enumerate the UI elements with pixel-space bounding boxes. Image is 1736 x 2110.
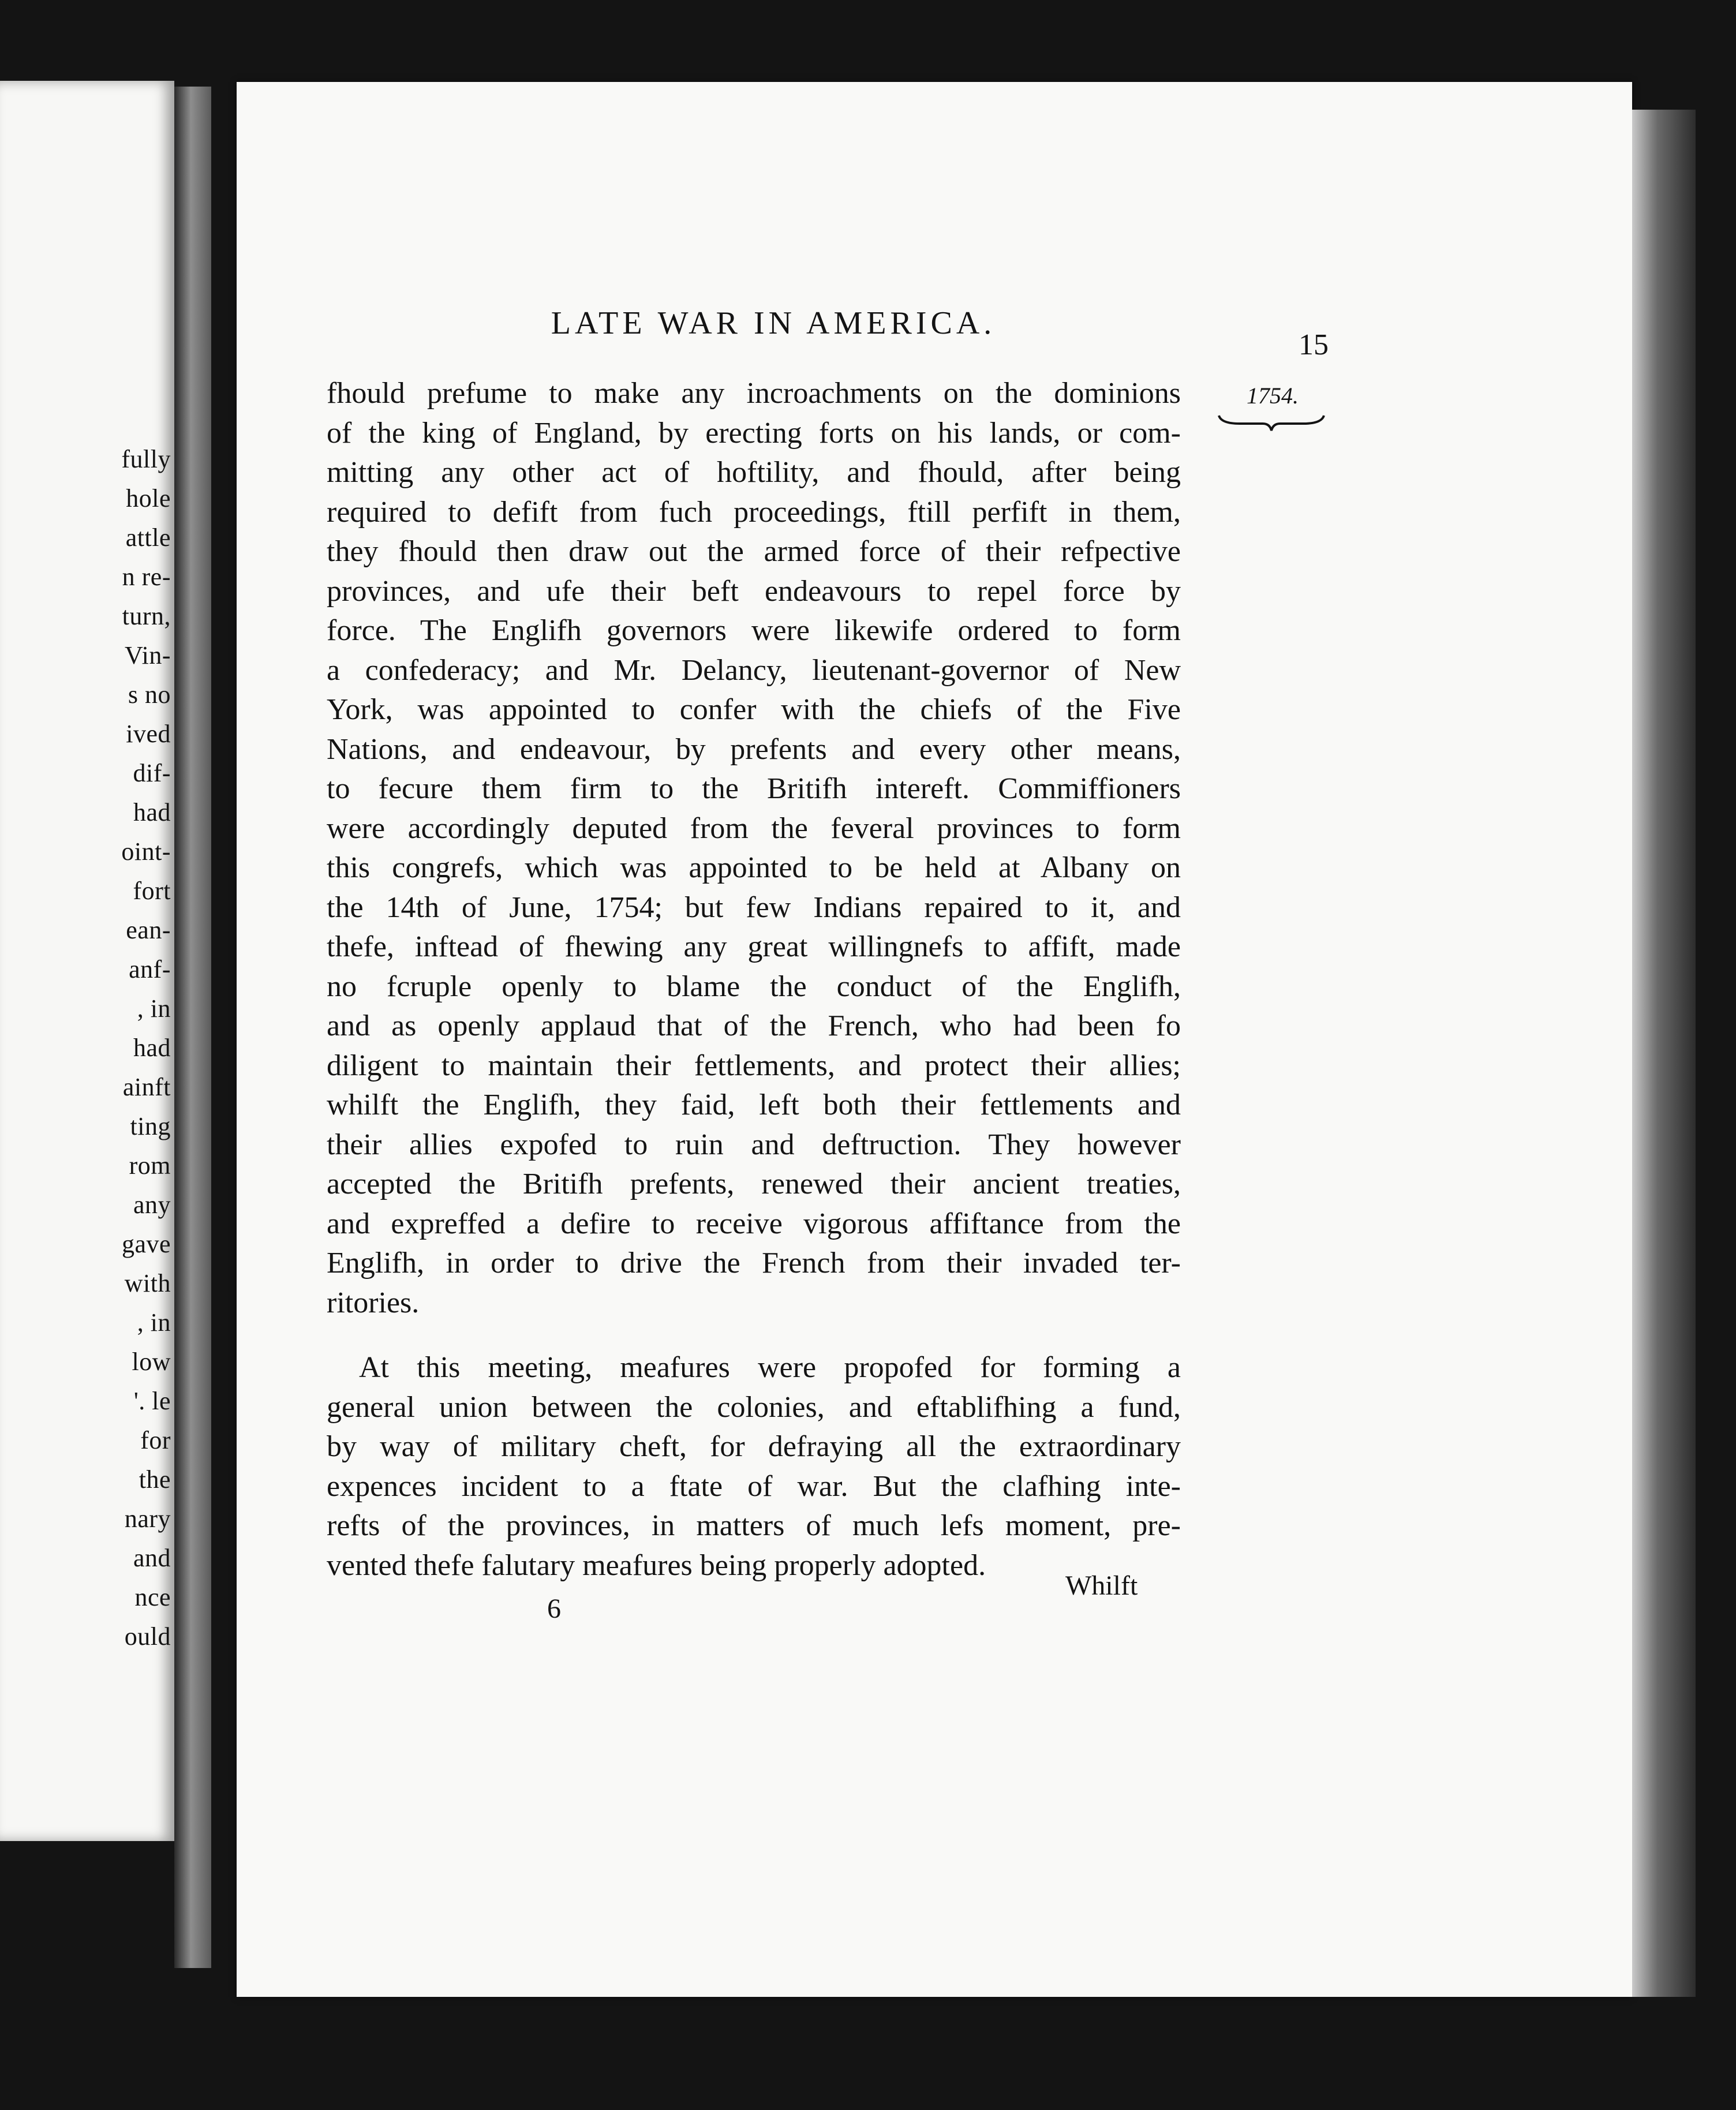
left-page-line: gave — [121, 1230, 171, 1258]
text-line: Nations, and endeavour, by prefents and every other means, — [327, 732, 1181, 766]
left-page-line: ting — [130, 1112, 171, 1140]
text-line: no fcruple openly to blame the conduct of the Englifh, — [327, 970, 1181, 1003]
left-page-line: Vin- — [124, 641, 171, 669]
left-page-line: with — [124, 1269, 171, 1297]
text-line: and expreffed a defire to receive vigorous affiftance from the — [327, 1207, 1181, 1240]
text-line: a confederacy; and Mr. Delancy, lieutenant-governor of New — [327, 653, 1181, 687]
text-line: thefe, inftead of fhewing any great willingnefs to affift, made — [327, 930, 1181, 963]
text-line: ritories. — [327, 1286, 420, 1319]
left-page-line: dif- — [133, 759, 171, 787]
left-page-line: attle — [125, 523, 171, 552]
text-line: general union between the colonies, and eftablifhing a fund, — [327, 1390, 1181, 1424]
left-page-line: anf- — [129, 955, 171, 983]
text-line: to fecure them firm to the Britifh intereft. Commiffioners — [327, 772, 1181, 805]
left-page-line: n re- — [122, 563, 171, 591]
left-page-line: fully — [121, 445, 171, 473]
text-line: the 14th of June, 1754; but few Indians repaired to it, and — [327, 891, 1181, 924]
left-page-line: , in — [137, 994, 171, 1023]
text-line: accepted the Britifh prefents, renewed their ancient treaties, — [327, 1168, 1181, 1200]
left-page-line: ould — [124, 1622, 171, 1651]
left-page-line: fort — [133, 877, 171, 905]
text-line: required to defift from fuch proceedings, ftill perfift in them, — [327, 495, 1181, 529]
text-line: mitting any other act of hoftility, and fhould, after being — [327, 456, 1181, 489]
catchword: Whilft — [1065, 1570, 1138, 1601]
brace-ornament — [1217, 411, 1326, 434]
text-line: by way of military cheft, for defraying all the extraordinary — [327, 1430, 1181, 1463]
text-line: diligent to maintain their fettlements, and protect their allies; — [327, 1049, 1181, 1082]
left-page-line: oint- — [121, 837, 171, 866]
left-page-line: for — [140, 1426, 171, 1454]
running-head: LATE WAR IN AMERICA. — [551, 305, 996, 341]
paragraph-break — [327, 1323, 1181, 1348]
text-line: fhould prefume to make any incroachments on the dominions — [327, 377, 1181, 410]
text-line: refts of the provinces, in matters of much lefs moment, pre- — [327, 1509, 1181, 1542]
book-gutter — [174, 87, 211, 1968]
text-line: provinces, and ufe their beft endeavours to repel force by — [327, 574, 1181, 608]
text-line: expences incident to a ftate of war. But the clafhing inte- — [327, 1469, 1181, 1503]
left-page-line: ainft — [122, 1073, 171, 1101]
left-page-line: any — [133, 1191, 171, 1219]
text-line: vented thefe falutary meafures being properly adopted. — [327, 1548, 986, 1582]
margin-year-note: 1754. — [1247, 383, 1299, 409]
text-line: York, was appointed to confer with the chiefs of the Five — [327, 693, 1181, 726]
text-line: and as openly applaud that of the French, who had been fo — [327, 1009, 1181, 1042]
page-number: 15 — [1299, 328, 1329, 361]
left-page-line: rom — [129, 1151, 171, 1180]
left-page-line: low — [132, 1348, 171, 1376]
left-page-line: nary — [124, 1505, 171, 1533]
left-page-line: turn, — [122, 602, 171, 630]
text-line: force. The Englifh governors were likewife ordered to form — [327, 614, 1181, 647]
left-page-text-fragment — [0, 440, 171, 1656]
text-line: of the king of England, by erecting forts on his lands, or com- — [327, 416, 1181, 450]
left-page-line: the — [139, 1465, 171, 1494]
left-page-line: '. le — [133, 1387, 171, 1415]
left-page-line: hole — [126, 484, 171, 512]
page-fore-edge — [1632, 110, 1696, 1997]
left-page-edge — [0, 81, 174, 1841]
left-page-line: s no — [128, 680, 171, 709]
left-page-line: and — [133, 1544, 171, 1572]
text-line: this congrefs, which was appointed to be held at Albany on — [327, 851, 1181, 884]
left-page-line: , in — [137, 1308, 171, 1337]
left-page-line: ean- — [126, 916, 171, 944]
body-text — [327, 374, 1181, 1585]
left-page-line: had — [133, 1034, 171, 1062]
text-line: whilft the Englifh, they faid, left both their fettlements and — [327, 1088, 1181, 1121]
text-line: their allies expofed to ruin and deftruction. They however — [327, 1128, 1181, 1161]
text-line: At this meeting, meafures were propofed for forming a — [359, 1351, 1181, 1384]
text-line: were accordingly deputed from the feveral provinces to form — [327, 811, 1181, 845]
left-page-line: had — [133, 798, 171, 826]
text-line: they fhould then draw out the armed force of their refpective — [327, 535, 1181, 568]
text-line: Englifh, in order to drive the French from their invaded ter- — [327, 1247, 1181, 1280]
signature-mark: 6 — [547, 1593, 561, 1624]
left-page-line: nce — [134, 1583, 171, 1611]
left-page-line: ived — [126, 720, 171, 748]
